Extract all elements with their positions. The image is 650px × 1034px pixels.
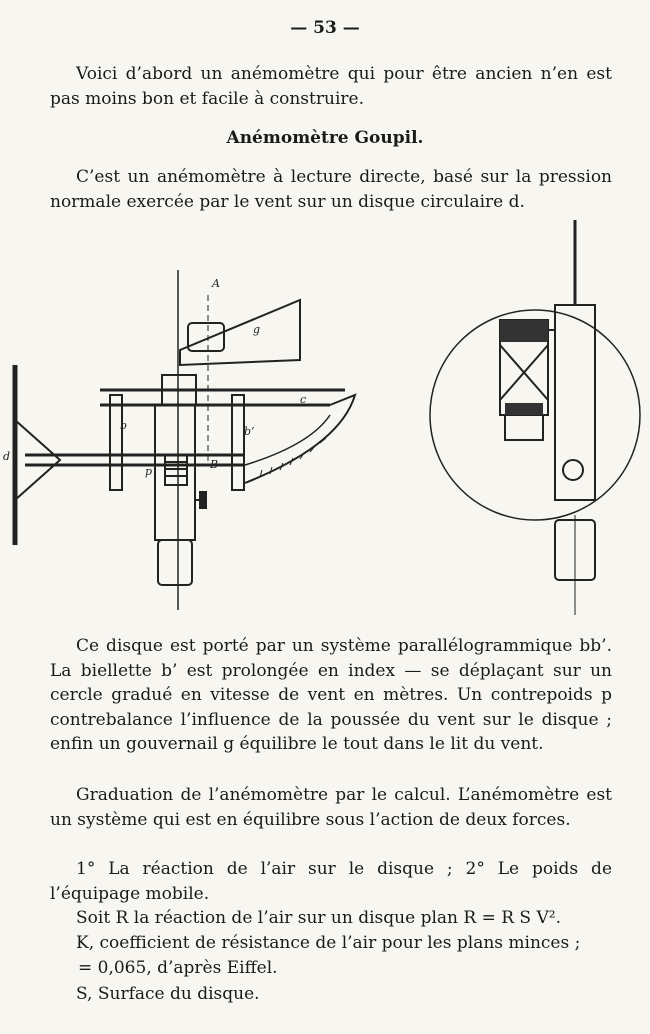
label-b-prime: b’ (244, 425, 255, 438)
label-b: b (120, 419, 128, 432)
label-B: B (210, 458, 219, 471)
paragraph-graduation: Graduation de l’anémomètre par le calcul. L’anémomètre est un système qui est en équilibre sous l’action de deux forces. (50, 785, 612, 830)
label-c: c (300, 393, 307, 406)
label-p: p (145, 465, 153, 478)
paragraph-reaction: Soit R la réaction de l’air sur un disque plan R = R S V². (76, 908, 561, 928)
section-heading: Anémomètre Goupil. (226, 128, 424, 148)
paragraph-forces: 1° La réaction de l’air sur le disque ; 2° Le poids de l’équipage mobile. (50, 859, 612, 904)
paragraph-surface: S, Surface du disque. (76, 984, 260, 1004)
label-d: d (3, 450, 11, 463)
label-A: A (212, 277, 220, 290)
paragraph-system: Ce disque est porté par un système parallélogrammique bb’. La biellette b’ est prolongée en index — se déplaçant sur un cercle gradué en vitesse de vent en mètres. Un contrepoids p contrebalance l’influence de la poussée du vent sur le disque ; enfin un gouvernail g équilibre le tout dans le lit du vent. (50, 636, 612, 754)
paragraph-description: C’est un anémomètre à lecture directe, basé sur la pression normale exercée par le vent sur un disque circulaire d. (50, 167, 612, 212)
label-g: g (253, 323, 261, 336)
paragraph-coefficient: K, coefficient de résistance de l’air pour les plans minces ; (76, 933, 581, 953)
page-number: — 53 — (290, 18, 360, 38)
anemometer-front-figure (405, 215, 650, 625)
intro-paragraph: Voici d’abord un anémomètre qui pour être ancien n’en est pas moins bon et facile à construire. (50, 64, 612, 109)
anemometer-side-figure (0, 255, 380, 625)
paragraph-eiffel: = 0,065, d’après Eiffel. (78, 958, 278, 978)
